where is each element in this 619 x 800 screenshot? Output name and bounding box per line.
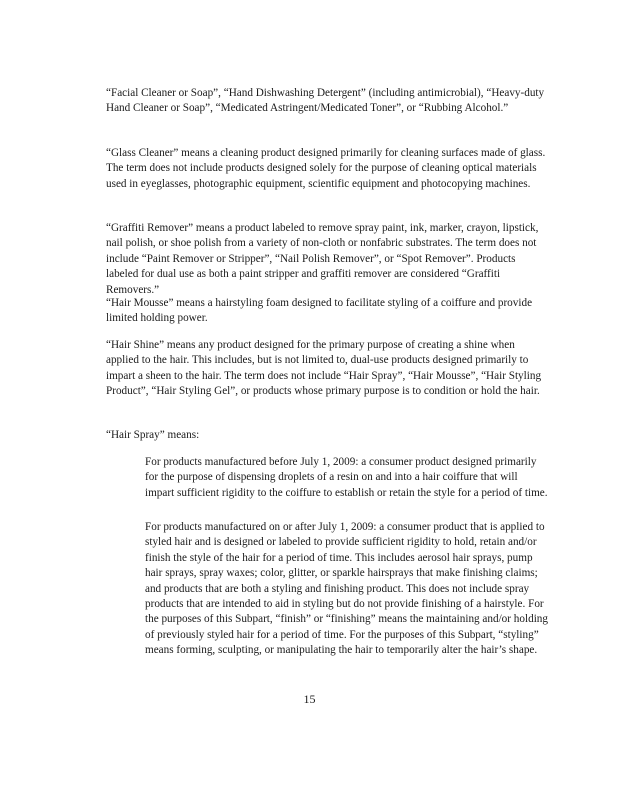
paragraph-hair-spray-before-2009: For products manufactured before July 1, 2009: a consumer product designed primarily for the purpose of dispensing droplets of a resin on and into a hair coiffure that will impart sufficient rigidity to the coiffure to establish or retain the style for a period of time. (145, 456, 548, 499)
paragraph-glass-cleaner: “Glass Cleaner” means a cleaning product designed primarily for cleaning surfaces made of glass. The term does not include products designed solely for the purpose of cleaning optical materials used in eyeglasses, photographic equipment, scientific equipment and photocopying machines. (106, 147, 546, 190)
paragraph-hair-spray-after-2009: For products manufactured on or after July 1, 2009: a consumer product that is applied to styled hair and is designed or labeled to provide sufficient rigidity to hold, retain and/or finish the style of the hair for a period of time. This includes aerosol hair sprays, pump hair sprays, spray waxes; color, glitter, or sparkle hairsprays that make finishing claims; and products that are both a styling and finishing product. This does not include spray products that are intended to aid in styling but do not provide finishing of a hairstyle. For the purposes of this Subpart, “finish” or “finishing” means the maintaining and/or holding of previously styled hair for a period of time. For the purposes of this Subpart, “styling” means forming, sculpting, or manipulating the hair to temporarily alter the hair’s shape. (145, 521, 548, 657)
paragraph-graffiti-remover: “Graffiti Remover” means a product labeled to remove spray paint, ink, marker, crayon, lipstick, nail polish, or shoe polish from a variety of non-cloth or nonfabric substrates. The term does not include “Paint Remover or Stripper”, “Nail Polish Remover”, or “Spot Remover”. Products labeled for dual use as both a paint stripper and graffiti remover are considered “Graffiti Removers.” (106, 222, 539, 296)
paragraph-product-list: “Facial Cleaner or Soap”, “Hand Dishwashing Detergent” (including antimicrobial), “Heavy-duty Hand Cleaner or Soap”, “Medicated Astringent/Medicated Toner”, or “Rubbing Alcohol.” (106, 87, 545, 115)
page-number: 15 (303, 692, 316, 706)
paragraph-hair-spray-heading: “Hair Spray” means: (106, 429, 200, 441)
paragraph-hair-mousse: “Hair Mousse” means a hairstyling foam designed to facilitate styling of a coiffure and provide limited holding power. (106, 297, 533, 325)
paragraph-hair-shine: “Hair Shine” means any product designed for the primary purpose of creating a shine when applied to the hair. This includes, but is not limited to, dual-use products designed primarily to impart a sheen to the hair. The term does not include “Hair Spray”, “Hair Mousse”, “Hair Styling Product”, “Hair Styling Gel”, or products whose primary purpose is to condition or hold the hair. (106, 339, 542, 398)
